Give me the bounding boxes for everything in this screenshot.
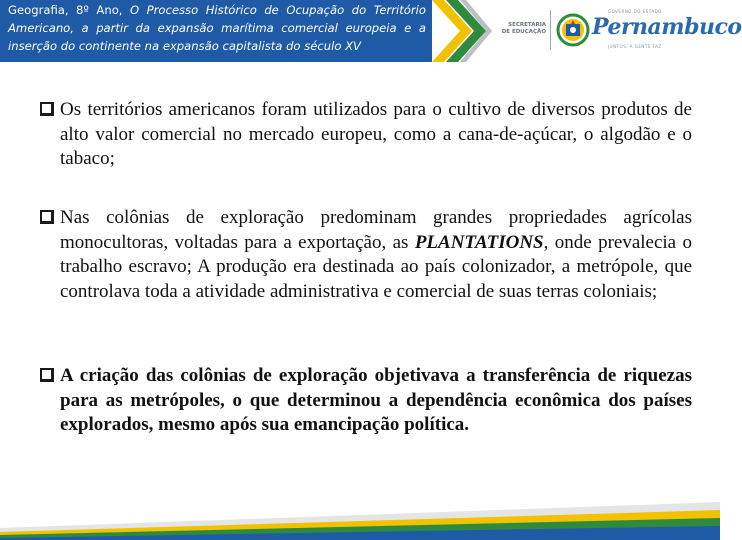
- logo-divider: [550, 10, 551, 50]
- header-band: [0, 0, 432, 62]
- state-crest-icon: [556, 10, 590, 50]
- checkbox-icon: [40, 102, 54, 116]
- bullet-item: [40, 364, 692, 438]
- bullet-item: [40, 98, 692, 172]
- checkbox-icon: [40, 368, 54, 382]
- state-name: Pernambuco: [592, 14, 742, 40]
- secretaria-logo: [500, 8, 550, 54]
- bullet-text: [60, 98, 692, 172]
- bullet-text: [60, 364, 692, 438]
- header-chevrons-icon: [432, 0, 492, 62]
- state-tagline-bottom: JUNTOS, A GENTE FAZ: [608, 44, 662, 49]
- bullet-segment: , onde prevalecia o trabalho escravo; A produção era destinada ao país colonizador, a metrópole, que controlava toda a atividade administrativa e comercial de suas terras coloniais;: [60, 231, 692, 302]
- footer-band: [0, 502, 720, 540]
- bullet-segment: Nas colônias de exploração predominam grandes propriedades agrícolas monocultoras, voltadas para a exportação, as: [60, 207, 692, 253]
- secretaria-label: SECRETARIA DE EDUCAÇÃO: [501, 22, 546, 35]
- bullet-segment: Os territórios americanos foram utilizados para o cultivo de diversos produtos de alto valor comercial no mercado europeu, como a cana-de-açúcar, o algodão e o tabaco;: [60, 99, 692, 169]
- slide-title-topic: O Processo Histórico de Ocupação do Território Americano, a partir da expansão marítima comercial europeia e a inserção do continente na expansão capitalista do século XV: [8, 3, 426, 53]
- state-tagline-top: GOVERNO DO ESTADO: [608, 9, 662, 14]
- bullet-segment-emphasis: PLANTATIONS: [414, 231, 544, 253]
- header-logos: [500, 6, 742, 56]
- checkbox-icon: [40, 210, 54, 224]
- slide-header: [0, 0, 742, 62]
- slide-title-subject: Geografia, 8º Ano,: [8, 3, 123, 17]
- bullet-item: [40, 206, 692, 304]
- bullet-segment: A criação das colônias de exploração objetivava a transferência de riquezas para as metrópoles, o que determinou a dependência econômica dos países explorados, mesmo após sua emancipação política.: [60, 365, 692, 435]
- slide-title: [8, 1, 426, 55]
- bullet-text: [60, 206, 692, 304]
